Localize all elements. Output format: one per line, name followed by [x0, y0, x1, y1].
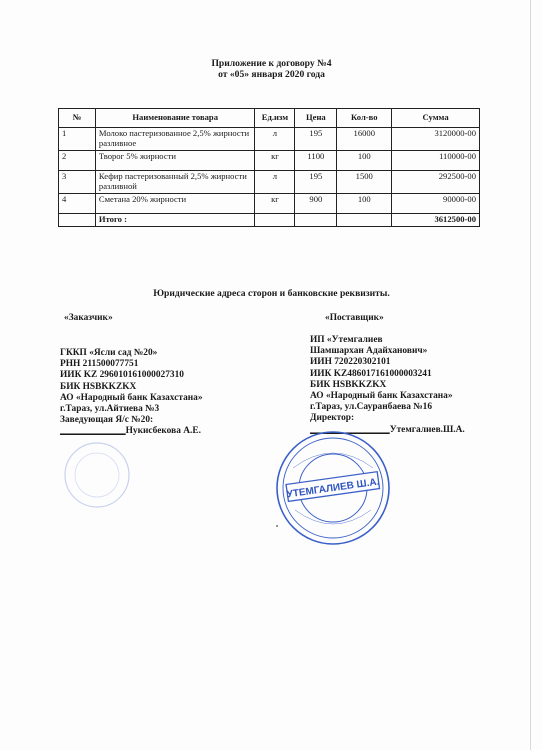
supplier-bank: АО «Народный банк Казахстана» — [310, 391, 453, 402]
customer-bik: БИК HSBKKZKX — [60, 381, 137, 392]
cell-qty: 100 — [337, 193, 392, 213]
cell-unit: кг — [255, 193, 295, 213]
total-empty-cell — [295, 213, 337, 226]
cell-unit: кг — [255, 150, 295, 170]
cell-name: Сметана 20% жирности — [95, 193, 255, 213]
table-row — [59, 128, 480, 151]
cell-sum: 90000-00 — [392, 193, 480, 213]
cell-name: Молоко пастеризованное 2,5% жирности разливное — [95, 128, 255, 151]
supplier-org: ИП «Утемгалиев — [310, 335, 383, 345]
cell-sum: 3120000-00 — [392, 128, 480, 151]
cell-number: 2 — [59, 150, 96, 170]
cell-qty: 100 — [337, 150, 392, 170]
company-stamp — [273, 428, 393, 548]
supplier-owner: Шамшархан Адайханович» — [310, 346, 428, 357]
col-header-name: Наименование товара — [95, 109, 255, 128]
total-value: 3612500-00 — [392, 213, 480, 226]
supplier-heading: «Поставщик» — [325, 313, 384, 323]
col-header-number: № — [59, 109, 96, 128]
cell-qty: 16000 — [337, 128, 392, 151]
supplier-signer-title: Директор: — [310, 413, 355, 424]
supplier-signer-name: Утемгалиев.Ш.А. — [389, 424, 465, 435]
col-header-sum: Сумма — [392, 109, 480, 128]
customer-bank: АО «Народный банк Казахстана» — [60, 392, 203, 403]
cell-unit: л — [255, 170, 295, 193]
supplier-iin: ИИН 720220302101 — [310, 357, 391, 368]
customer-org: ГККП «Ясли сад №20» — [60, 348, 158, 358]
customer-address: г.Тараз, ул.Айтиева №3 — [60, 404, 160, 415]
supplier-address: г.Тараз, ул.Сауранбаева №16 — [310, 402, 433, 413]
cell-price: 195 — [295, 170, 337, 193]
supplier-signature-line: _________________Утемгалиев.Ш.А. — [310, 424, 465, 435]
table-row — [59, 193, 480, 213]
supplier-requisites — [310, 335, 535, 436]
customer-signature-line: ______________Нукисбекова А.Е. — [60, 426, 201, 437]
table-row — [59, 170, 480, 193]
stamp-name: УТЕМГАЛИЕВ Ш.А. — [286, 476, 381, 501]
table-header-row — [59, 109, 480, 128]
col-header-qty: Кол-во — [337, 109, 392, 128]
appendix-title: Приложение к договору №4 — [211, 58, 332, 69]
customer-heading: «Заказчик» — [64, 313, 113, 323]
customer-requisites — [60, 348, 300, 438]
total-row — [59, 213, 480, 226]
cell-number: 4 — [59, 193, 96, 213]
cell-sum: 292500-00 — [392, 170, 480, 193]
table-row — [59, 150, 480, 170]
cell-number: 3 — [59, 170, 96, 193]
cell-name: Творог 5% жирности — [95, 150, 255, 170]
faint-stamp-mark — [62, 440, 132, 510]
requisites-title: Юридические адреса сторон и банковские реквизиты. — [153, 288, 390, 299]
supplier-iik: ИИК KZ486017161000003241 — [310, 368, 432, 379]
total-empty-cell — [337, 213, 392, 226]
customer-rnn: РНН 211500077751 — [60, 359, 139, 370]
supplier-bik: БИК HSBKKZKX — [310, 379, 387, 390]
cell-sum: 110000-00 — [392, 150, 480, 170]
appendix-date: от «05» января 2020 года — [218, 69, 325, 80]
total-empty-cell — [59, 213, 96, 226]
cell-number: 1 — [59, 128, 96, 151]
col-header-price: Цена — [295, 109, 337, 128]
cell-unit: л — [255, 128, 295, 151]
goods-table — [58, 108, 480, 227]
customer-signer-title: Заведующая Я/с №20: — [60, 415, 154, 426]
total-empty-cell — [255, 213, 295, 226]
total-label: Итого : — [95, 213, 255, 226]
customer-signer-name: Нукисбекова А.Е. — [125, 426, 201, 437]
cell-name: Кефир пастеризованный 2,5% жирности разливной — [95, 170, 255, 193]
cell-price: 900 — [295, 193, 337, 213]
cell-qty: 1500 — [337, 170, 392, 193]
customer-iik: ИИК KZ 296010161000027310 — [60, 370, 184, 381]
speck — [276, 525, 278, 527]
cell-price: 195 — [295, 128, 337, 151]
cell-price: 1100 — [295, 150, 337, 170]
col-header-unit: Ед.изм — [255, 109, 295, 128]
